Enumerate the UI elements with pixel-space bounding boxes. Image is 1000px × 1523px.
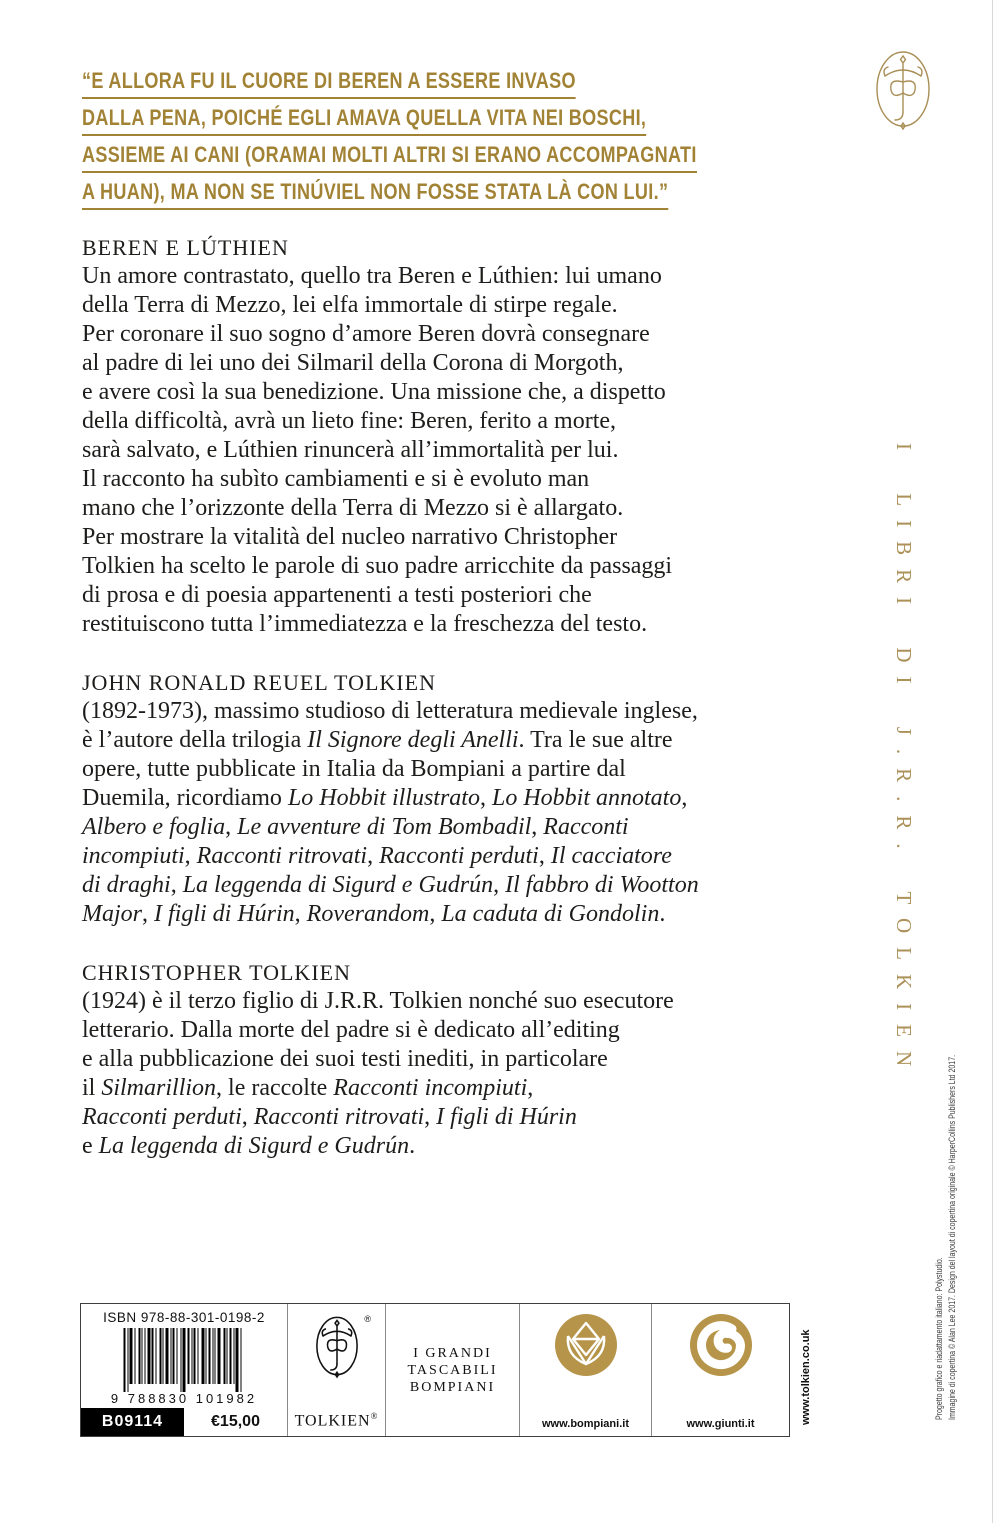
- body-line: opere, tutte pubblicate in Italia da Bompiani a partire dal: [82, 756, 626, 782]
- brand-label: TOLKIEN®: [294, 1410, 379, 1429]
- body-line: Tolkien ha scelto le parole di suo padre arricchite da passaggi: [82, 553, 673, 579]
- series-title-vertical: I LIBRI DI J.R.R. TOLKIEN: [892, 443, 916, 1081]
- price-row: [81, 1408, 287, 1436]
- body-line: Racconti perduti, Racconti ritrovati, I figli di Húrin: [82, 1104, 577, 1130]
- tolkien-monogram-logo-icon: [313, 1312, 361, 1380]
- cover-credit-line-2: Progetto grafico e riadattamento italiano: Polystudio.: [934, 1257, 944, 1420]
- text-section: [82, 233, 822, 639]
- body-line: Per coronare il suo sogno d’amore Beren dovrà consegnare: [82, 321, 650, 347]
- body-line: della Terra di Mezzo, lei elfa immortale di stirpe regale.: [82, 292, 618, 318]
- body-line: incompiuti, Racconti ritrovati, Racconti perduti, Il cacciatore: [82, 843, 672, 869]
- tolkien-brand-cell: [288, 1304, 386, 1436]
- tolkien-url-vertical: www.tolkien.co.uk: [800, 1329, 812, 1425]
- footer-bar: [80, 1303, 790, 1437]
- body-line: (1892-1973), massimo studioso di letteratura medievale inglese,: [82, 698, 698, 724]
- page-edge-line: [992, 0, 993, 1523]
- body-line: Duemila, ricordiamo Lo Hobbit illustrato, Lo Hobbit annotato,: [82, 785, 688, 811]
- body-line: Major, I figli di Húrin, Roverandom, La caduta di Gondolin.: [82, 901, 666, 927]
- body-line: al padre di lei uno dei Silmaril della Corona di Morgoth,: [82, 350, 624, 376]
- imprint-cell: [386, 1304, 520, 1436]
- quote-line: ASSIEME AI CANI (ORAMAI MOLTI ALTRI SI ERANO ACCOMPAGNATI: [82, 142, 697, 173]
- edition-code: B09114: [81, 1408, 184, 1436]
- section-heading: BEREN E LÚTHIEN: [82, 235, 289, 260]
- registered-mark: ®: [364, 1314, 371, 1324]
- body-sections: [82, 233, 822, 1190]
- bompiani-url: www.bompiani.it: [542, 1418, 629, 1430]
- price: €15,00: [211, 1413, 260, 1430]
- body-line: (1924) è il terzo figlio di J.R.R. Tolkien nonché suo esecutore: [82, 988, 674, 1014]
- body-line: Per mostrare la vitalità del nucleo narrativo Christopher: [82, 524, 618, 550]
- text-section: [82, 958, 822, 1161]
- section-heading: CHRISTOPHER TOLKIEN: [82, 960, 351, 985]
- body-line: e alla pubblicazione dei suoi testi inediti, in particolare: [82, 1046, 608, 1072]
- body-line: sarà salvato, e Lúthien rinuncerà all’immortalità per lui.: [82, 437, 619, 463]
- giunti-url: www.giunti.it: [686, 1418, 755, 1430]
- body-line: e avere così la sua benedizione. Una missione che, a dispetto: [82, 379, 666, 405]
- section-heading: JOHN RONALD REUEL TOLKIEN: [82, 670, 436, 695]
- imprint-label: I GRANDI TASCABILI BOMPIANI: [407, 1345, 498, 1395]
- tolkien-monogram-icon: [872, 46, 934, 137]
- cover-credit-line-1: Immagine di copertina © Alan Lee 2017. Design del layout di copertina originale © HarperCollins Publishers Ltd 2017.: [947, 1054, 957, 1420]
- quote-line: “E ALLORA FU IL CUORE DI BEREN A ESSERE INVASO: [82, 68, 576, 99]
- body-line: della difficoltà, avrà un lieto fine: Beren, ferito a morte,: [82, 408, 617, 434]
- body-line: di draghi, La leggenda di Sigurd e Gudrún, Il fabbro di Wootton: [82, 872, 699, 898]
- body-line: di prosa e di poesia appartenenti a testi posteriori che: [82, 582, 592, 608]
- body-line: Il racconto ha subìto cambiamenti e si è evoluto man: [82, 466, 590, 492]
- quote-line: A HUAN), MA NON SE TINÚVIEL NON FOSSE STATA LÀ CON LUI.”: [82, 179, 668, 210]
- text-section: [82, 668, 822, 929]
- body-line: Un amore contrastato, quello tra Beren e Lúthien: lui umano: [82, 263, 662, 289]
- barcode-digits: 9 788830 101982: [110, 1391, 258, 1406]
- body-line: e La leggenda di Sigurd e Gudrún.: [82, 1133, 416, 1159]
- barcode-cell: [81, 1304, 288, 1436]
- body-line: è l’autore della trilogia Il Signore degli Anelli. Tra le sue altre: [82, 727, 673, 753]
- isbn-label: ISBN 978-88-301-0198-2: [103, 1310, 265, 1325]
- body-line: letterario. Dalla morte del padre si è dedicato all’editing: [82, 1017, 620, 1043]
- body-line: mano che l’orizzonte della Terra di Mezzo si è allargato.: [82, 495, 624, 521]
- quote-block: [82, 68, 832, 216]
- body-line: restituiscono tutta l’immediatezza e la freschezza del testo.: [82, 611, 648, 637]
- bompiani-cell: [520, 1304, 652, 1436]
- bompiani-logo-icon: [553, 1312, 619, 1378]
- giunti-logo-icon: [688, 1312, 754, 1378]
- giunti-cell: [652, 1304, 789, 1436]
- body-line: Albero e foglia, Le avventure di Tom Bombadil, Racconti: [82, 814, 629, 840]
- quote-line: DALLA PENA, POICHÉ EGLI AMAVA QUELLA VITA NEI BOSCHI,: [82, 105, 646, 136]
- body-line: il Silmarillion, le raccolte Racconti incompiuti,: [82, 1075, 534, 1101]
